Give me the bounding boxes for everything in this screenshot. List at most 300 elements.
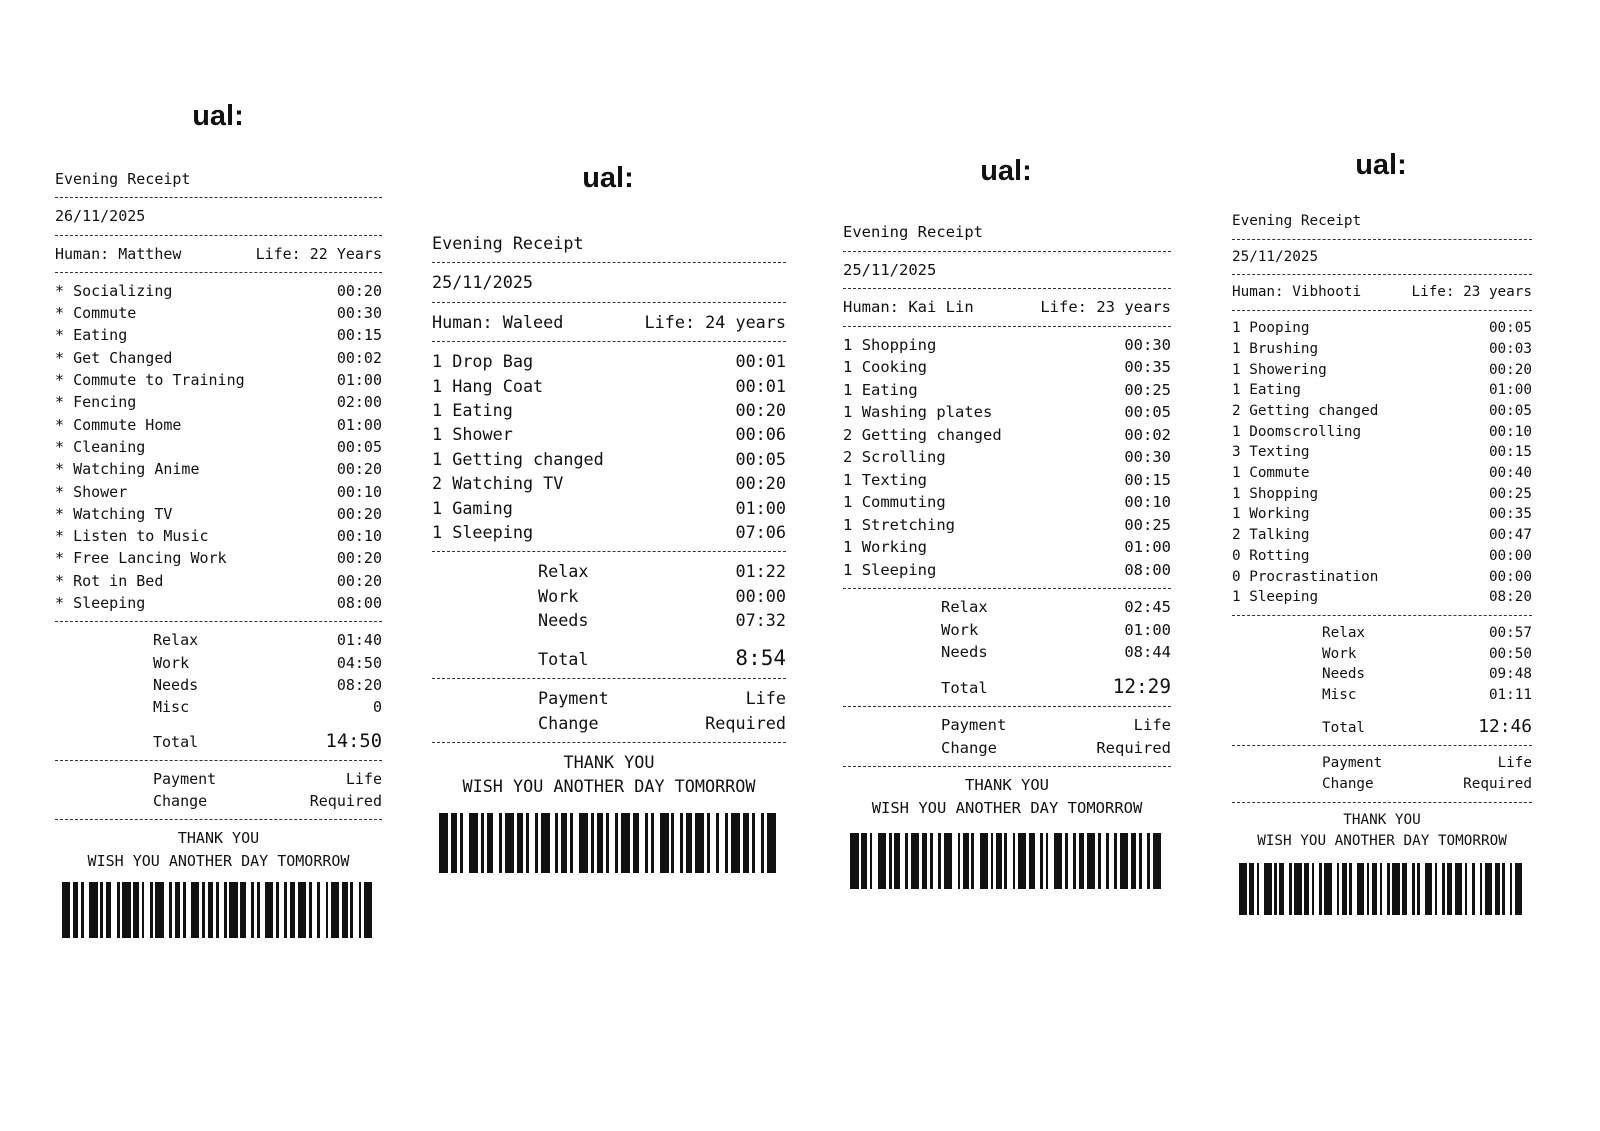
item-name: Stretching [861, 515, 956, 534]
change-label: Change [941, 738, 997, 757]
line-item [1232, 318, 1532, 339]
item-qty: 1 [843, 380, 853, 399]
item-time: 00:00 [1488, 568, 1532, 585]
receipt-title: Evening Receipt [1232, 213, 1362, 229]
receipt-card [432, 231, 786, 873]
summary-value: 01:40 [336, 631, 382, 650]
item-time: 00:20 [336, 571, 382, 590]
item-name: Working [861, 538, 928, 556]
item-description [843, 334, 936, 357]
divider [843, 288, 1171, 289]
item-name: Shower [452, 424, 513, 445]
customer-row [843, 296, 1171, 319]
payment-row [1232, 753, 1532, 774]
payment-label: Payment [1322, 755, 1383, 772]
item-description [55, 458, 200, 480]
item-time: 01:00 [1124, 538, 1171, 556]
item-description [55, 525, 209, 547]
item-name: Sleeping [1249, 589, 1319, 606]
item-qty: 1 [432, 351, 443, 372]
item-name: Texting [1249, 444, 1310, 461]
item-time: 00:40 [1488, 465, 1532, 482]
item-qty: 2 [843, 425, 853, 444]
line-item [55, 570, 382, 592]
total-row [1232, 717, 1532, 739]
summary-row [1232, 685, 1532, 706]
line-item [1232, 525, 1532, 546]
line-item [843, 469, 1171, 492]
summary-value: 09:48 [1488, 666, 1532, 683]
line-item [843, 536, 1171, 559]
receipt-date: 26/11/2025 [55, 207, 146, 226]
item-qty: 1 [432, 448, 443, 469]
item-name: Fencing [73, 393, 137, 412]
item-time: 01:00 [735, 497, 786, 518]
item-qty: * [55, 415, 65, 434]
item-description [1232, 318, 1309, 339]
summary-label: Needs [153, 675, 199, 694]
item-description [1232, 567, 1378, 588]
line-item [55, 391, 382, 413]
item-time: 00:30 [1124, 335, 1171, 354]
item-time: 00:05 [735, 448, 786, 469]
line-item [1232, 567, 1532, 588]
payment-value: Life [345, 769, 382, 788]
line-item [1232, 360, 1532, 381]
total-label: Total [153, 732, 199, 751]
item-name: Scrolling [861, 448, 946, 466]
change-label: Change [153, 792, 208, 811]
total-row [843, 676, 1171, 700]
item-time: 00:25 [1124, 515, 1171, 534]
line-item [55, 414, 382, 436]
item-qty: * [55, 304, 65, 323]
brand-logo: ual: [980, 155, 1032, 187]
summary-value: 01:00 [1124, 620, 1171, 639]
item-name: Sleeping [452, 522, 534, 543]
line-item [843, 559, 1171, 582]
item-name: Cooking [861, 358, 928, 376]
divider [55, 197, 382, 198]
divider [55, 760, 382, 761]
item-time: 08:00 [336, 594, 382, 613]
item-qty: 1 [843, 493, 853, 511]
item-name: Brushing [1249, 340, 1319, 357]
farewell-text: WISH YOU ANOTHER DAY TOMORROW [87, 851, 350, 870]
item-description [55, 391, 136, 413]
item-name: Texting [861, 470, 928, 489]
item-description [1232, 587, 1318, 608]
item-qty: 1 [432, 522, 443, 543]
item-name: Commute [73, 304, 137, 323]
item-name: Pooping [1249, 320, 1310, 337]
item-description [843, 469, 927, 492]
item-description [55, 414, 181, 436]
summary-label: Misc [1322, 687, 1357, 704]
receipt-title: Evening Receipt [55, 170, 191, 188]
payment-row [55, 768, 382, 790]
item-name: Doomscrolling [1249, 423, 1362, 440]
item-name: Shopping [1249, 485, 1319, 502]
summary-label: Needs [941, 643, 988, 661]
item-qty: 1 [1232, 506, 1241, 523]
item-description [843, 401, 992, 424]
item-description [843, 356, 927, 379]
customer-row [1232, 282, 1532, 303]
item-qty: 1 [843, 538, 853, 556]
divider [843, 588, 1171, 589]
barcode [1232, 863, 1532, 915]
item-qty: 0 [1232, 547, 1241, 564]
item-qty: 1 [843, 560, 853, 579]
item-qty: * [55, 527, 65, 546]
line-item [432, 349, 786, 373]
life-value: Life: 22 Years [255, 244, 382, 263]
item-name: Shopping [861, 335, 937, 354]
brand-logo: ual: [192, 100, 244, 132]
item-time: 00:03 [1488, 340, 1532, 357]
line-item [55, 436, 382, 458]
item-qty: 1 [1232, 320, 1241, 337]
life-value: Life: 23 years [1040, 298, 1171, 316]
item-description [432, 496, 513, 520]
item-description [1232, 546, 1309, 567]
line-item [1232, 380, 1532, 401]
summary-label: Relax [153, 631, 199, 650]
item-time: 00:20 [336, 281, 382, 300]
item-name: Rotting [1249, 547, 1310, 564]
divider [1232, 745, 1532, 746]
item-description [432, 447, 604, 471]
change-row [843, 737, 1171, 760]
summary-label: Work [941, 620, 979, 639]
summary-row [432, 608, 786, 632]
change-row [1232, 774, 1532, 795]
divider [432, 742, 786, 743]
item-name: Getting changed [1249, 402, 1379, 419]
divider [843, 251, 1171, 252]
brand-logo: ual: [1355, 149, 1407, 181]
line-item [55, 481, 382, 503]
divider [843, 766, 1171, 767]
total-label: Total [941, 678, 988, 697]
summary-label: Needs [538, 610, 589, 631]
item-qty: * [55, 549, 65, 568]
change-value: Required [1096, 738, 1171, 757]
total-value: 12:46 [1478, 715, 1532, 737]
item-time: 00:10 [1124, 493, 1171, 511]
line-item [1232, 587, 1532, 608]
item-name: Washing plates [861, 403, 993, 421]
change-value: Required [309, 792, 382, 811]
item-qty: * [55, 504, 65, 523]
payment-label: Payment [153, 769, 217, 788]
item-qty: 1 [1232, 589, 1241, 606]
divider [432, 302, 786, 303]
item-time: 00:05 [336, 437, 382, 456]
line-item [1232, 422, 1532, 443]
item-description [432, 398, 513, 422]
line-item [55, 347, 382, 369]
item-time: 07:06 [735, 522, 786, 543]
summary-label: Needs [1322, 666, 1366, 683]
item-name: Getting changed [861, 425, 1002, 444]
item-qty: 1 [843, 470, 853, 489]
item-name: Watching Anime [73, 460, 200, 479]
line-item [1232, 546, 1532, 567]
line-item [843, 379, 1171, 402]
summary-value: 08:44 [1124, 643, 1171, 661]
line-item [55, 369, 382, 391]
customer-name: Human: Matthew [55, 244, 182, 263]
line-item [432, 496, 786, 520]
summary-value: 00:50 [1488, 645, 1532, 662]
change-label: Change [1322, 776, 1374, 793]
receipt-card [1232, 211, 1532, 915]
payment-label: Payment [538, 688, 609, 709]
item-name: Drop Bag [452, 351, 534, 372]
item-description [432, 422, 513, 446]
item-qty: 1 [843, 358, 853, 376]
summary-value: 00:57 [1488, 624, 1532, 641]
line-item [1232, 484, 1532, 505]
item-name: Cleaning [73, 437, 146, 456]
item-qty: * [55, 437, 65, 456]
item-qty: 1 [1232, 340, 1241, 357]
line-item [55, 503, 382, 525]
item-description [1232, 380, 1301, 401]
summary-row [55, 674, 382, 696]
item-qty: * [55, 571, 65, 590]
item-name: Sleeping [73, 594, 146, 613]
item-time: 01:00 [336, 371, 382, 390]
item-time: 01:00 [1488, 382, 1532, 399]
change-value: Required [705, 712, 786, 733]
barcode [432, 813, 786, 873]
item-qty: * [55, 460, 65, 479]
item-qty: 1 [843, 515, 853, 534]
item-description [843, 446, 946, 469]
thank-you-text: THANK YOU [965, 776, 1049, 794]
line-item [1232, 442, 1532, 463]
divider [55, 235, 382, 236]
divider [843, 326, 1171, 327]
summary-label: Relax [1322, 624, 1366, 641]
item-description [55, 347, 172, 369]
item-description [55, 503, 172, 525]
change-label: Change [538, 712, 599, 733]
summary-label: Work [538, 585, 579, 606]
item-name: Procrastination [1249, 568, 1379, 585]
receipt-card [843, 221, 1171, 889]
payment-label: Payment [941, 716, 1007, 734]
total-row [432, 646, 786, 671]
divider [432, 551, 786, 552]
item-time: 00:35 [1124, 358, 1171, 376]
item-description [432, 349, 533, 373]
farewell-text: WISH YOU ANOTHER DAY TOMORROW [1257, 832, 1507, 849]
farewell-text: WISH YOU ANOTHER DAY TOMORROW [462, 776, 756, 797]
line-item [843, 401, 1171, 424]
item-time: 00:15 [1124, 470, 1171, 489]
customer-name: Human: Waleed [432, 311, 564, 332]
divider [432, 678, 786, 679]
item-description [1232, 504, 1309, 525]
summary-row [843, 596, 1171, 619]
receipt-date: 25/11/2025 [843, 260, 937, 279]
summary-value: 04:50 [336, 653, 382, 672]
barcode [843, 833, 1171, 889]
payment-row [432, 686, 786, 710]
item-qty: * [55, 348, 65, 367]
change-row [55, 790, 382, 812]
receipt-date: 25/11/2025 [432, 272, 534, 293]
payment-row [843, 714, 1171, 737]
summary-row [843, 641, 1171, 664]
payment-value: Life [1497, 755, 1532, 772]
item-qty: 1 [1232, 423, 1241, 440]
item-name: Showering [1249, 361, 1327, 378]
divider [1232, 274, 1532, 275]
item-time: 00:20 [336, 460, 382, 479]
item-description [55, 481, 127, 503]
item-description [843, 514, 955, 537]
item-description [432, 471, 563, 495]
item-time: 00:02 [1124, 425, 1171, 444]
item-description [1232, 339, 1318, 360]
item-description [55, 547, 227, 569]
item-time: 08:20 [1488, 589, 1532, 606]
item-description [1232, 422, 1361, 443]
divider [1232, 310, 1532, 311]
line-item [55, 547, 382, 569]
line-item [432, 374, 786, 398]
item-name: Watching TV [73, 504, 173, 523]
line-item [55, 525, 382, 547]
item-time: 00:20 [336, 549, 382, 568]
item-name: Hang Coat [452, 375, 544, 396]
item-time: 00:25 [1488, 485, 1532, 502]
divider [55, 272, 382, 273]
line-item [843, 446, 1171, 469]
item-time: 00:00 [1488, 547, 1532, 564]
item-name: Eating [1249, 382, 1301, 399]
divider [843, 706, 1171, 707]
summary-label: Relax [538, 561, 589, 582]
line-item [55, 592, 382, 614]
item-qty: * [55, 281, 65, 300]
item-description [55, 302, 136, 324]
thank-you-text: THANK YOU [1343, 811, 1421, 828]
summary-row [1232, 664, 1532, 685]
line-item [432, 422, 786, 446]
farewell-text: WISH YOU ANOTHER DAY TOMORROW [871, 798, 1143, 817]
summary-label: Misc [153, 698, 190, 717]
item-qty: 2 [1232, 527, 1241, 544]
line-item [55, 458, 382, 480]
customer-name: Human: Kai Lin [843, 298, 974, 316]
line-item [432, 520, 786, 544]
item-time: 00:06 [735, 424, 786, 445]
item-qty: 1 [1232, 382, 1241, 399]
summary-label: Work [153, 653, 190, 672]
item-time: 00:20 [735, 473, 786, 494]
total-row [55, 731, 382, 753]
summary-value: 08:20 [336, 675, 382, 694]
customer-row [432, 310, 786, 334]
item-name: Commute [1249, 465, 1310, 482]
line-item [55, 324, 382, 346]
item-time: 00:10 [1488, 423, 1532, 440]
item-name: Gaming [452, 497, 513, 518]
summary-row [432, 559, 786, 583]
receipt-date: 25/11/2025 [1232, 248, 1319, 265]
item-name: Working [1249, 506, 1310, 523]
item-qty: 1 [1232, 361, 1241, 378]
item-qty: 1 [1232, 465, 1241, 482]
line-item [843, 424, 1171, 447]
item-time: 02:00 [336, 393, 382, 412]
item-name: Watching TV [452, 473, 564, 494]
item-description [843, 559, 936, 582]
item-time: 00:05 [1488, 320, 1532, 337]
item-qty: * [55, 371, 65, 390]
summary-row [843, 619, 1171, 642]
item-name: Free Lancing Work [73, 549, 227, 568]
item-description [432, 520, 533, 544]
item-time: 00:30 [336, 304, 382, 323]
item-name: Eating [452, 400, 513, 421]
item-name: Rot in Bed [73, 571, 164, 590]
item-time: 08:00 [1124, 560, 1171, 579]
item-name: Shower [73, 482, 128, 501]
summary-row [1232, 644, 1532, 665]
summary-value: 07:32 [735, 610, 786, 631]
item-description [55, 570, 163, 592]
customer-name: Human: Vibhooti [1232, 284, 1362, 301]
receipt-title: Evening Receipt [843, 223, 983, 241]
item-qty: * [55, 393, 65, 412]
item-time: 00:20 [336, 504, 382, 523]
line-item [55, 302, 382, 324]
item-name: Sleeping [861, 560, 937, 579]
summary-row [432, 584, 786, 608]
line-item [843, 334, 1171, 357]
item-name: Eating [861, 380, 918, 399]
divider [432, 262, 786, 263]
item-time: 00:10 [336, 527, 382, 546]
total-label: Total [1322, 719, 1366, 736]
line-item [1232, 463, 1532, 484]
item-time: 00:20 [735, 400, 786, 421]
change-value: Required [1463, 776, 1532, 793]
item-qty: 1 [432, 497, 443, 518]
item-description [55, 592, 145, 614]
item-qty: 1 [432, 375, 443, 396]
item-description [432, 374, 543, 398]
payment-value: Life [1133, 716, 1171, 734]
line-item [432, 398, 786, 422]
line-item [1232, 401, 1532, 422]
item-description [1232, 360, 1327, 381]
summary-value: 01:22 [735, 561, 786, 582]
thank-you-text: THANK YOU [177, 829, 260, 848]
item-description [1232, 463, 1309, 484]
item-name: Get Changed [73, 348, 173, 367]
item-time: 01:00 [336, 415, 382, 434]
item-time: 00:10 [336, 482, 382, 501]
item-time: 00:05 [1488, 402, 1532, 419]
